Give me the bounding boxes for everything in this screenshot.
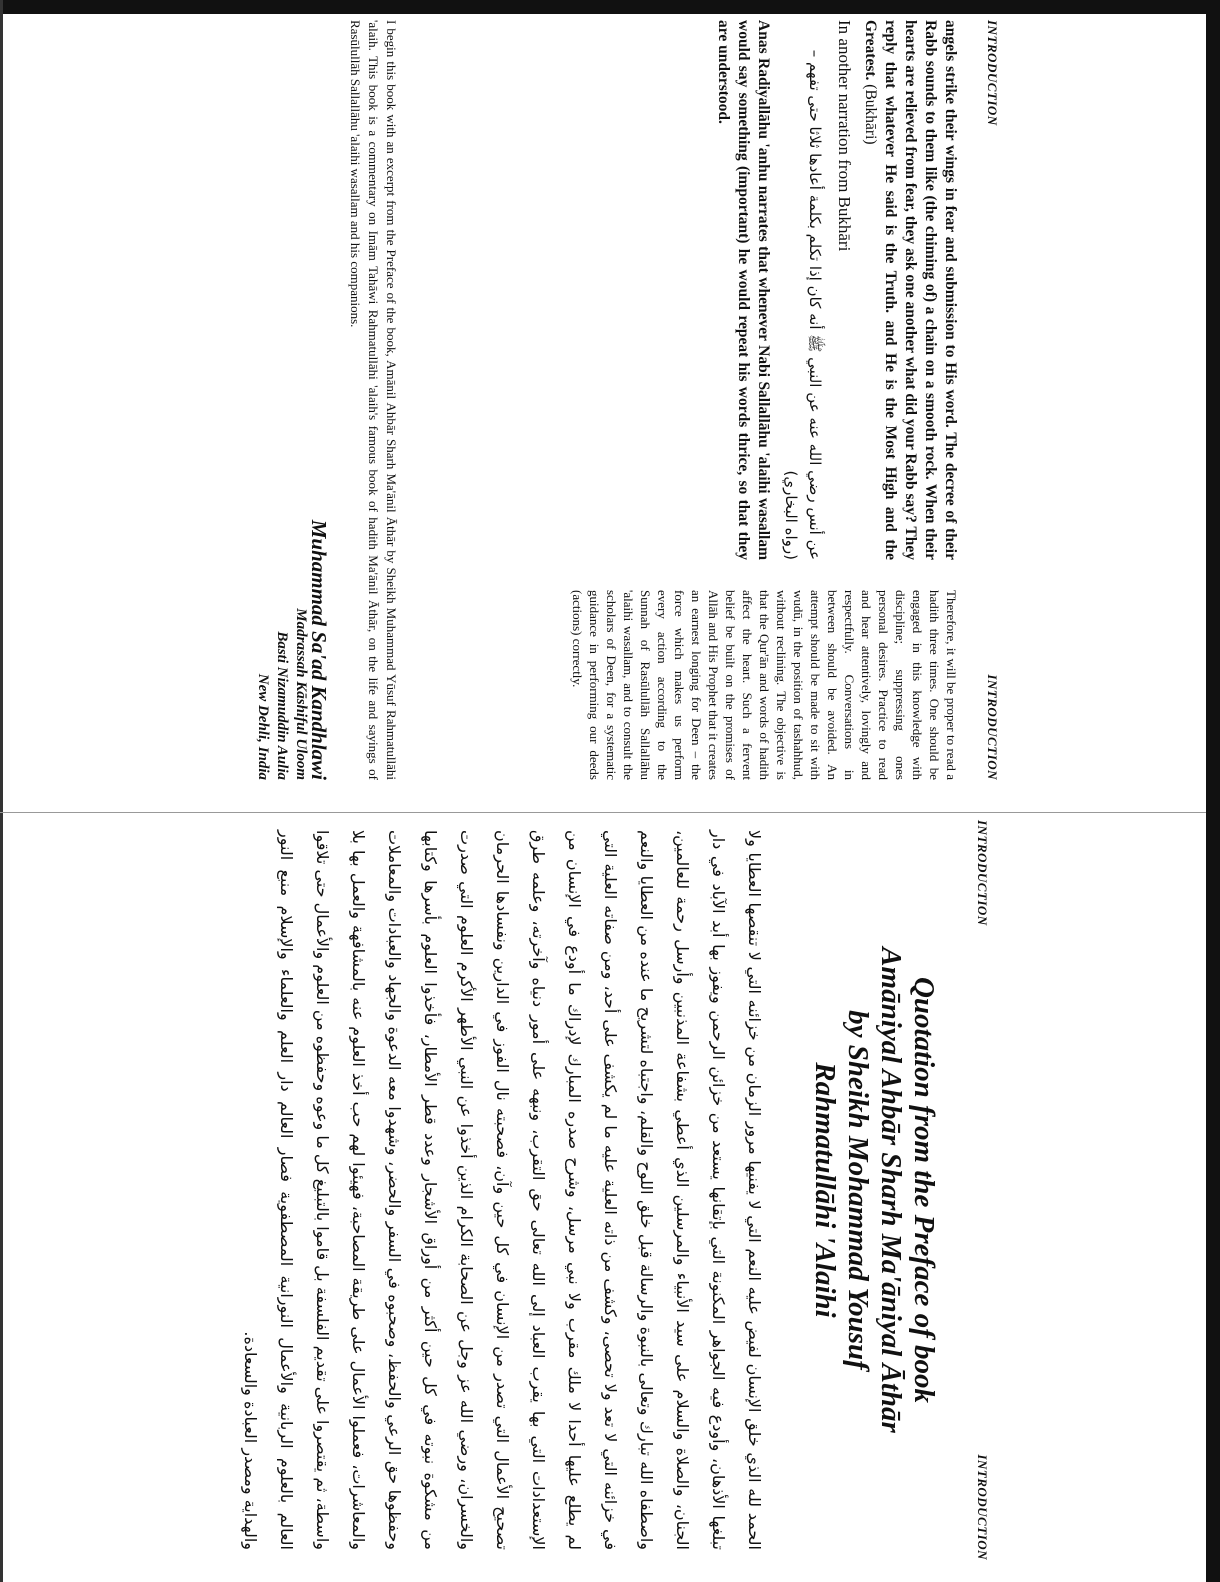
running-head-right: INTRODUCTION xyxy=(985,674,1000,780)
therefore-paragraph: Therefore, it will be proper to read a hadith three times. One should be engaged in this knowledge with discipline; suppressing ones personal desires. Practice to read and hear attentively, lovingly and respectfully. Conversations in between should be avoided. An attempt should be made to sit with wudū, in the position of tashahhud, without reclining. The objective is that the Qur'ān and words of hadith affect the heart. Such a fervent belief be built on the promises of Allāh and His Prophet that it creates an earnest longing for Deen – the force which makes us perform every action according to the Sunnah of Rasūlullāh Sallallāhu 'alaihi wasallam, and to consult the scholars of Deen, for a systematic guidance in performing our deeds (actions) correctly. xyxy=(570,590,959,780)
running-head-right-xv: INTRODUCTION xyxy=(975,1454,990,1560)
arabic-preface-text: الحمد لله الذي خلق الإنسان لفيض عليه النعم التي لا يفنيها مرور الزمان من خزائنه التي لا تنقصها العطايا ولا تبلغها الأذهان، وأودع فيه الجواهر المكنونة التي بإتقانها يستعد من خزائن الرحمن ويفوز بها أبد الآباد في دار الجنان، والصلاة والسلام على سيد الأنبياء والمرسلين الذي أعطي بشفاعة المذنبين وأرسل رحمة للعالمين، واصطفاه الله تبارك وتعالى بالنبوة والرسالة قبل خلق اللوح والقلم، واجتباه لتشريح ما عنده من العطايا والنعم في خزائنه التي لا تعد ولا تحصى، وكشف من ذاته العلية عليه ما لم يكشف على أحد، ومن صفاته العلية التي لم يطلع عليها أحدا لا ملك مقرب ولا نبي مرسل، وشرح صدره المبارك لإدراك ما أودع في الإنسان من الإستعدادات التي بها يقرب العباد إلى الله تعالى حق التقرب، ونبهه على أمور دنياه وآخرته، وعلمه طرق تصحيح الأعمال التي تصدر من الإنسان في كل حين وآن، فصحبته نال الفوز في الدارين ونفسادها الحرمان والخسران، ورضي الله عز وجل عن الصحابة الكرام الذين أخذوا عن النبي الأطهر الأكرم العلوم التي صدرت من مشكوة نبوته في كل حين أكثر من أوراق الأشجار وعدد قطر الأمطار، فأخذوا العلوم بأسرها وكتابها وحفظوها حق الرعي والحفظ، وصحبوه في السفر والحضر، وشهدوا معه الدعوة والجهاد والعبادات والمعاملات والمعاشرات، فعملوا الأعمال على طريقة المصاحبة، فهيئوا لهم حب أخذ العلوم عنه بالمشافهة والعمل بها بلا واسطة، ثم يقتصروا على تقديم الفلسفة بل قاموا بالتبليغ كل ما وعوه وحفظوه من العلوم والأعمال حتى تلاقوا العالم بالعلوم الربانية والأعمال النورانية المصطفوية فصار العالم دار العلم والعلماء والإسلام منبع النور والهداية ومصدر العبادة والسعادة. xyxy=(241,830,764,1550)
anas-paragraph: Anas Radiyallāhu 'anhu narrates that whenever Nabi Sallallāhu 'alaihi wasallam would say something (important) he would repeat his words thrice, so that they are understood. xyxy=(715,20,772,560)
signature-line-1: Madrassah Kāshiful Uloom xyxy=(293,608,309,780)
heading-line-3: by Sheikh Mohammad Yousuf xyxy=(842,1010,874,1370)
text-column-2 xyxy=(565,590,960,780)
running-head-left: INTRODUCTION xyxy=(985,20,1000,126)
another-narration: In another narration from Bukhāri xyxy=(835,20,854,252)
text-column-3 xyxy=(253,20,400,780)
scan-right-border xyxy=(1206,0,1220,1582)
heading-line-1: Quotation from the Preface of book xyxy=(908,976,940,1404)
heading-line-4: Rahmatullāhi 'Alaihi xyxy=(809,1062,841,1318)
begin-paragraph: I begin this book with an excerpt from the Preface of the book, Amānil Ahbār Sharh Ma'ānil Āthār by Sheikh Muhammad Yūsuf Rahmatullāhi 'alaih. This book is a commentary on Imām Tahāwi Rahmatullāhi 'alaih's famous book of hadith Ma'ānil Āthār, on the life and sayings of Rasūlullāh Sallallāhu 'alaihi wasallam and his companions. xyxy=(348,20,399,780)
signature-line-2: Basti Nizamuddin Aulia xyxy=(274,631,290,780)
page-xiv xyxy=(0,10,1000,790)
quotation-heading xyxy=(808,830,980,1550)
signature-name: Muhammad Sa'ad Kandhlawi xyxy=(307,519,331,780)
text-column-1 xyxy=(709,20,960,560)
page-xv xyxy=(0,810,990,1570)
intro-reference: (Bukhāri) xyxy=(862,84,879,145)
intro-paragraph: angels strike their wings in fear and submission to His word. The decree of their Rabb sounds to them like (the chiming of) a chain on a smooth rock. When their hearts are relieved from fear, they ask one another what did your Rabb say? They reply that whatever He said is the Truth. and He is the Most High and the Greatest. (Bukhāri) xyxy=(862,20,959,560)
running-head-left-xv: INTRODUCTION xyxy=(975,820,990,926)
heading-line-2: Amāniyal Ahbār Sharh Ma'āniyal Āthār xyxy=(875,947,907,1433)
signature-block xyxy=(253,20,331,780)
arabic-hadith: عن أنس رضي الله عنه عن النبي ﷺ أنه كان إذا تكلم بكلمة أعادها ثلاثا حتى تفهم – (رواه البخاري) xyxy=(782,49,824,560)
signature-line-3: New Dehli, India xyxy=(255,673,271,780)
